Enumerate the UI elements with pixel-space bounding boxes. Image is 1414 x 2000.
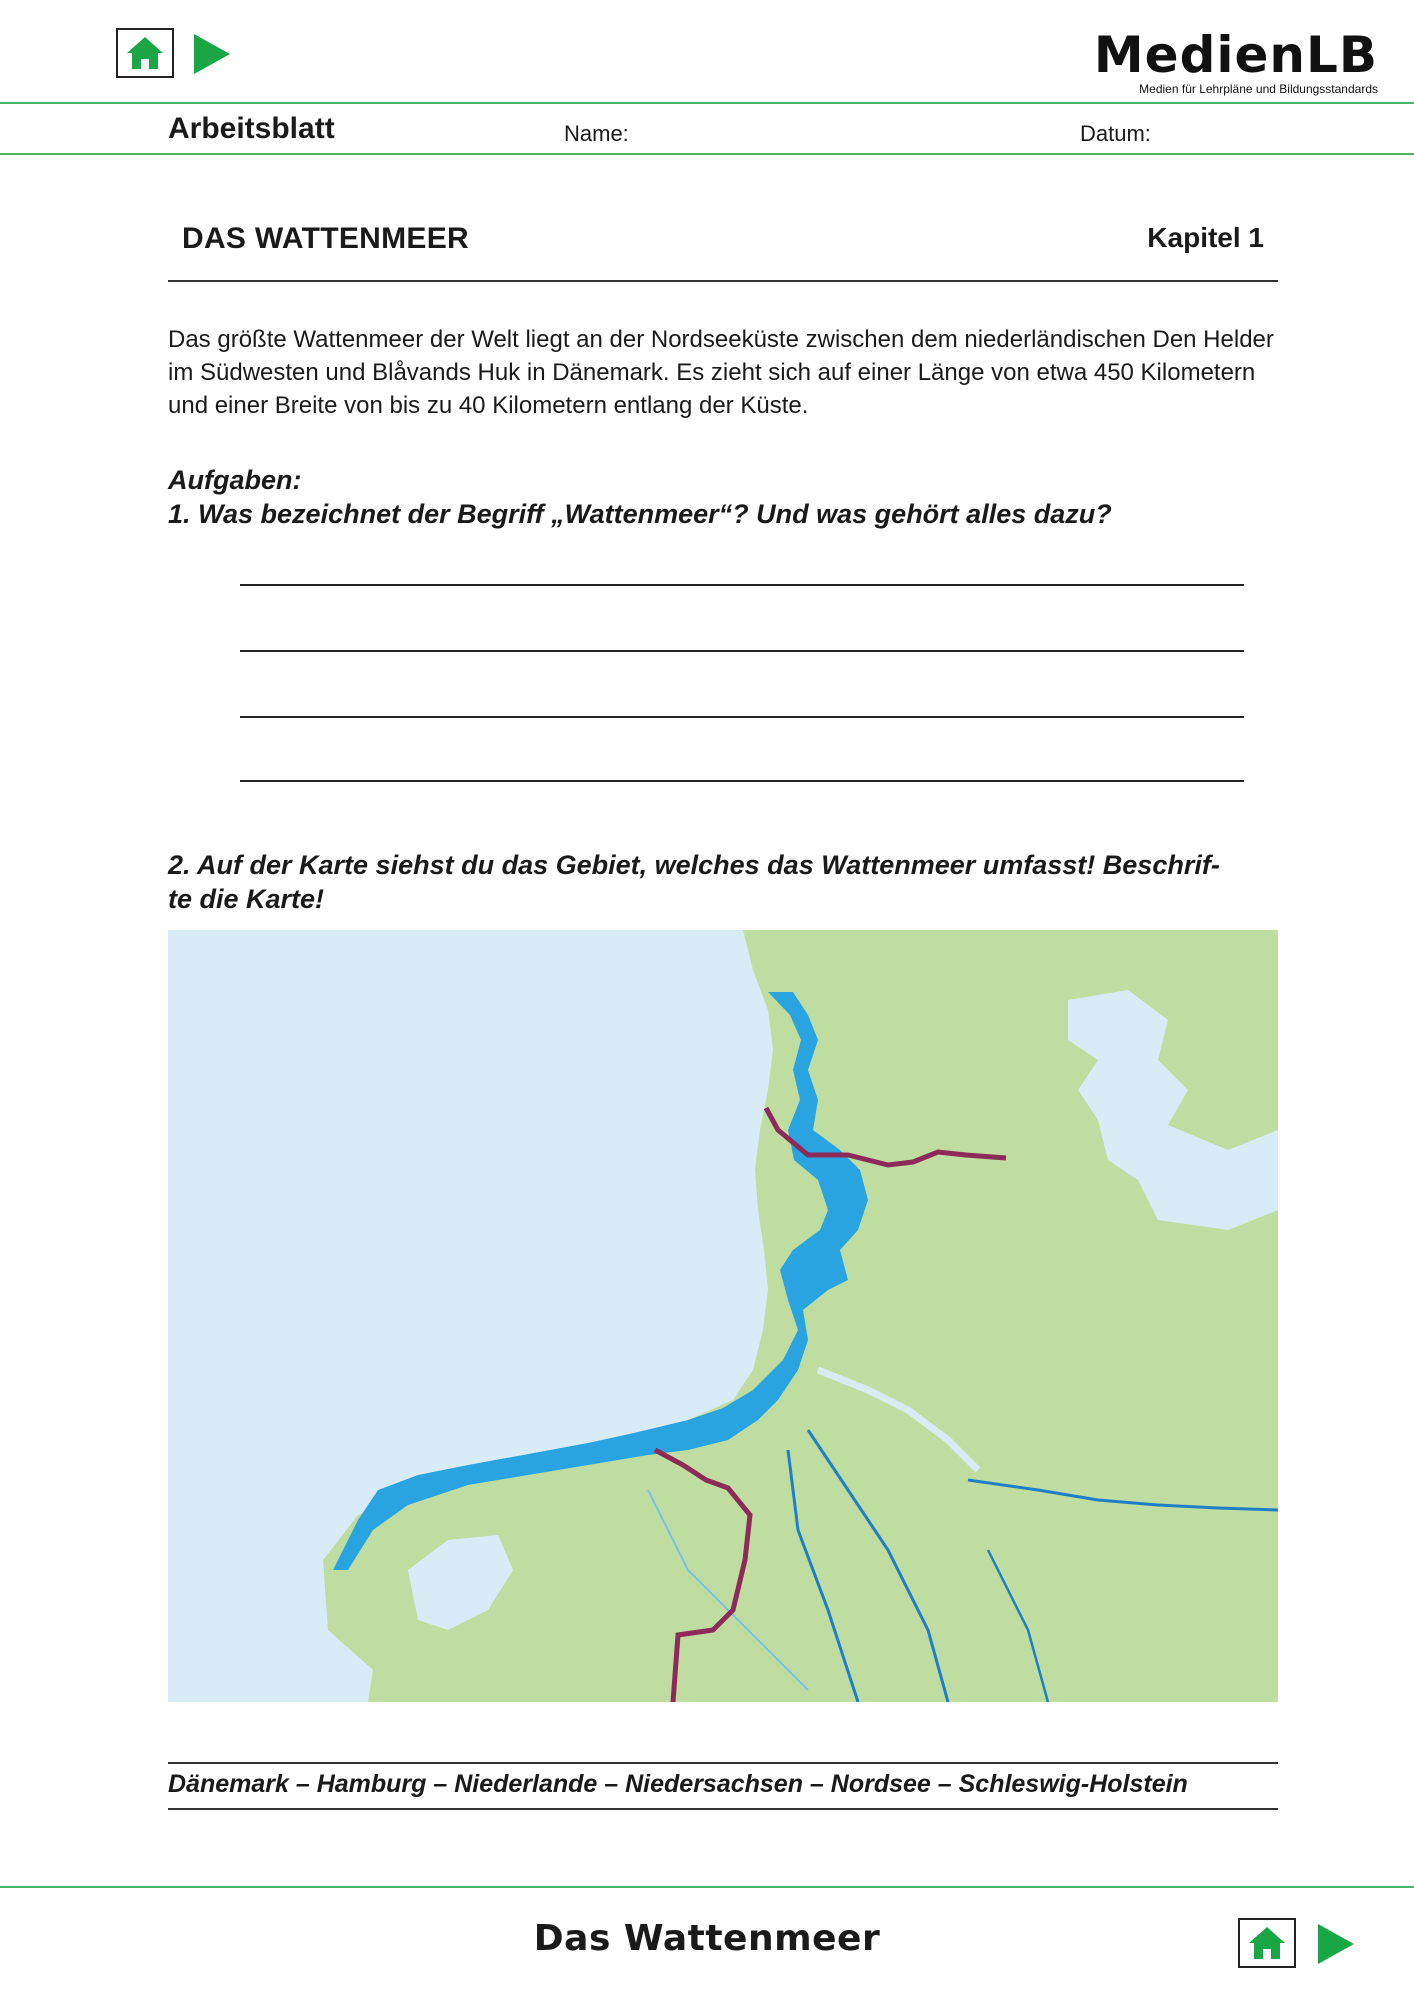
intro-paragraph: Das größte Wattenmeer der Welt liegt an der Nordseeküste zwischen dem niederländischen Den Helder im Südwesten und Blåvands Huk in Dänemark. Es zieht sich auf einer Länge von etwa 450 Kilometern und einer Breite von bis zu 40 Kilometern entlang der Küste.: [168, 326, 1274, 419]
task-2-line-1: 2. Auf der Karte siehst du das Gebiet, welches das Wattenmeer umfasst! Beschrif-: [168, 850, 1220, 880]
next-page-button[interactable]: [194, 34, 230, 74]
home-icon: [125, 35, 165, 71]
brand-title: MedienLB: [1093, 26, 1378, 84]
page-title: DAS WATTENMEER: [182, 222, 469, 255]
brand-subtitle: Medien für Lehrpläne und Bildungsstandards: [1139, 82, 1378, 96]
answer-line[interactable]: [240, 584, 1244, 586]
date-label: Datum:: [1080, 121, 1151, 146]
answer-line[interactable]: [240, 780, 1244, 782]
header-rule-bottom: [0, 153, 1414, 155]
worksheet-label: Arbeitsblatt: [168, 112, 335, 145]
wordlist-rule-bottom: [168, 1808, 1278, 1810]
wadden-sea-map: [168, 930, 1278, 1702]
tasks-heading: Aufgaben:: [168, 465, 302, 495]
home-icon: [1247, 1925, 1287, 1961]
next-page-button[interactable]: [1318, 1924, 1354, 1964]
footer-title: Das Wattenmeer: [533, 1918, 881, 1959]
title-divider: [168, 280, 1278, 282]
chapter-label: Kapitel 1: [1147, 222, 1264, 253]
wordlist-rule-top: [168, 1762, 1278, 1764]
word-list: Dänemark – Hamburg – Niederlande – Niedersachsen – Nordsee – Schleswig-Holstein: [168, 1770, 1188, 1798]
home-button[interactable]: [1238, 1918, 1296, 1968]
home-button[interactable]: [116, 28, 174, 78]
task-1: 1. Was bezeichnet der Begriff „Wattenmeer“? Und was gehört alles dazu?: [168, 499, 1112, 529]
header-rule-top: [0, 102, 1414, 104]
answer-line[interactable]: [240, 650, 1244, 652]
answer-line[interactable]: [240, 716, 1244, 718]
footer-rule: [0, 1886, 1414, 1888]
name-label: Name:: [564, 121, 629, 146]
task-2-line-2: te die Karte!: [168, 884, 325, 914]
brand-logo: [1093, 26, 1378, 96]
